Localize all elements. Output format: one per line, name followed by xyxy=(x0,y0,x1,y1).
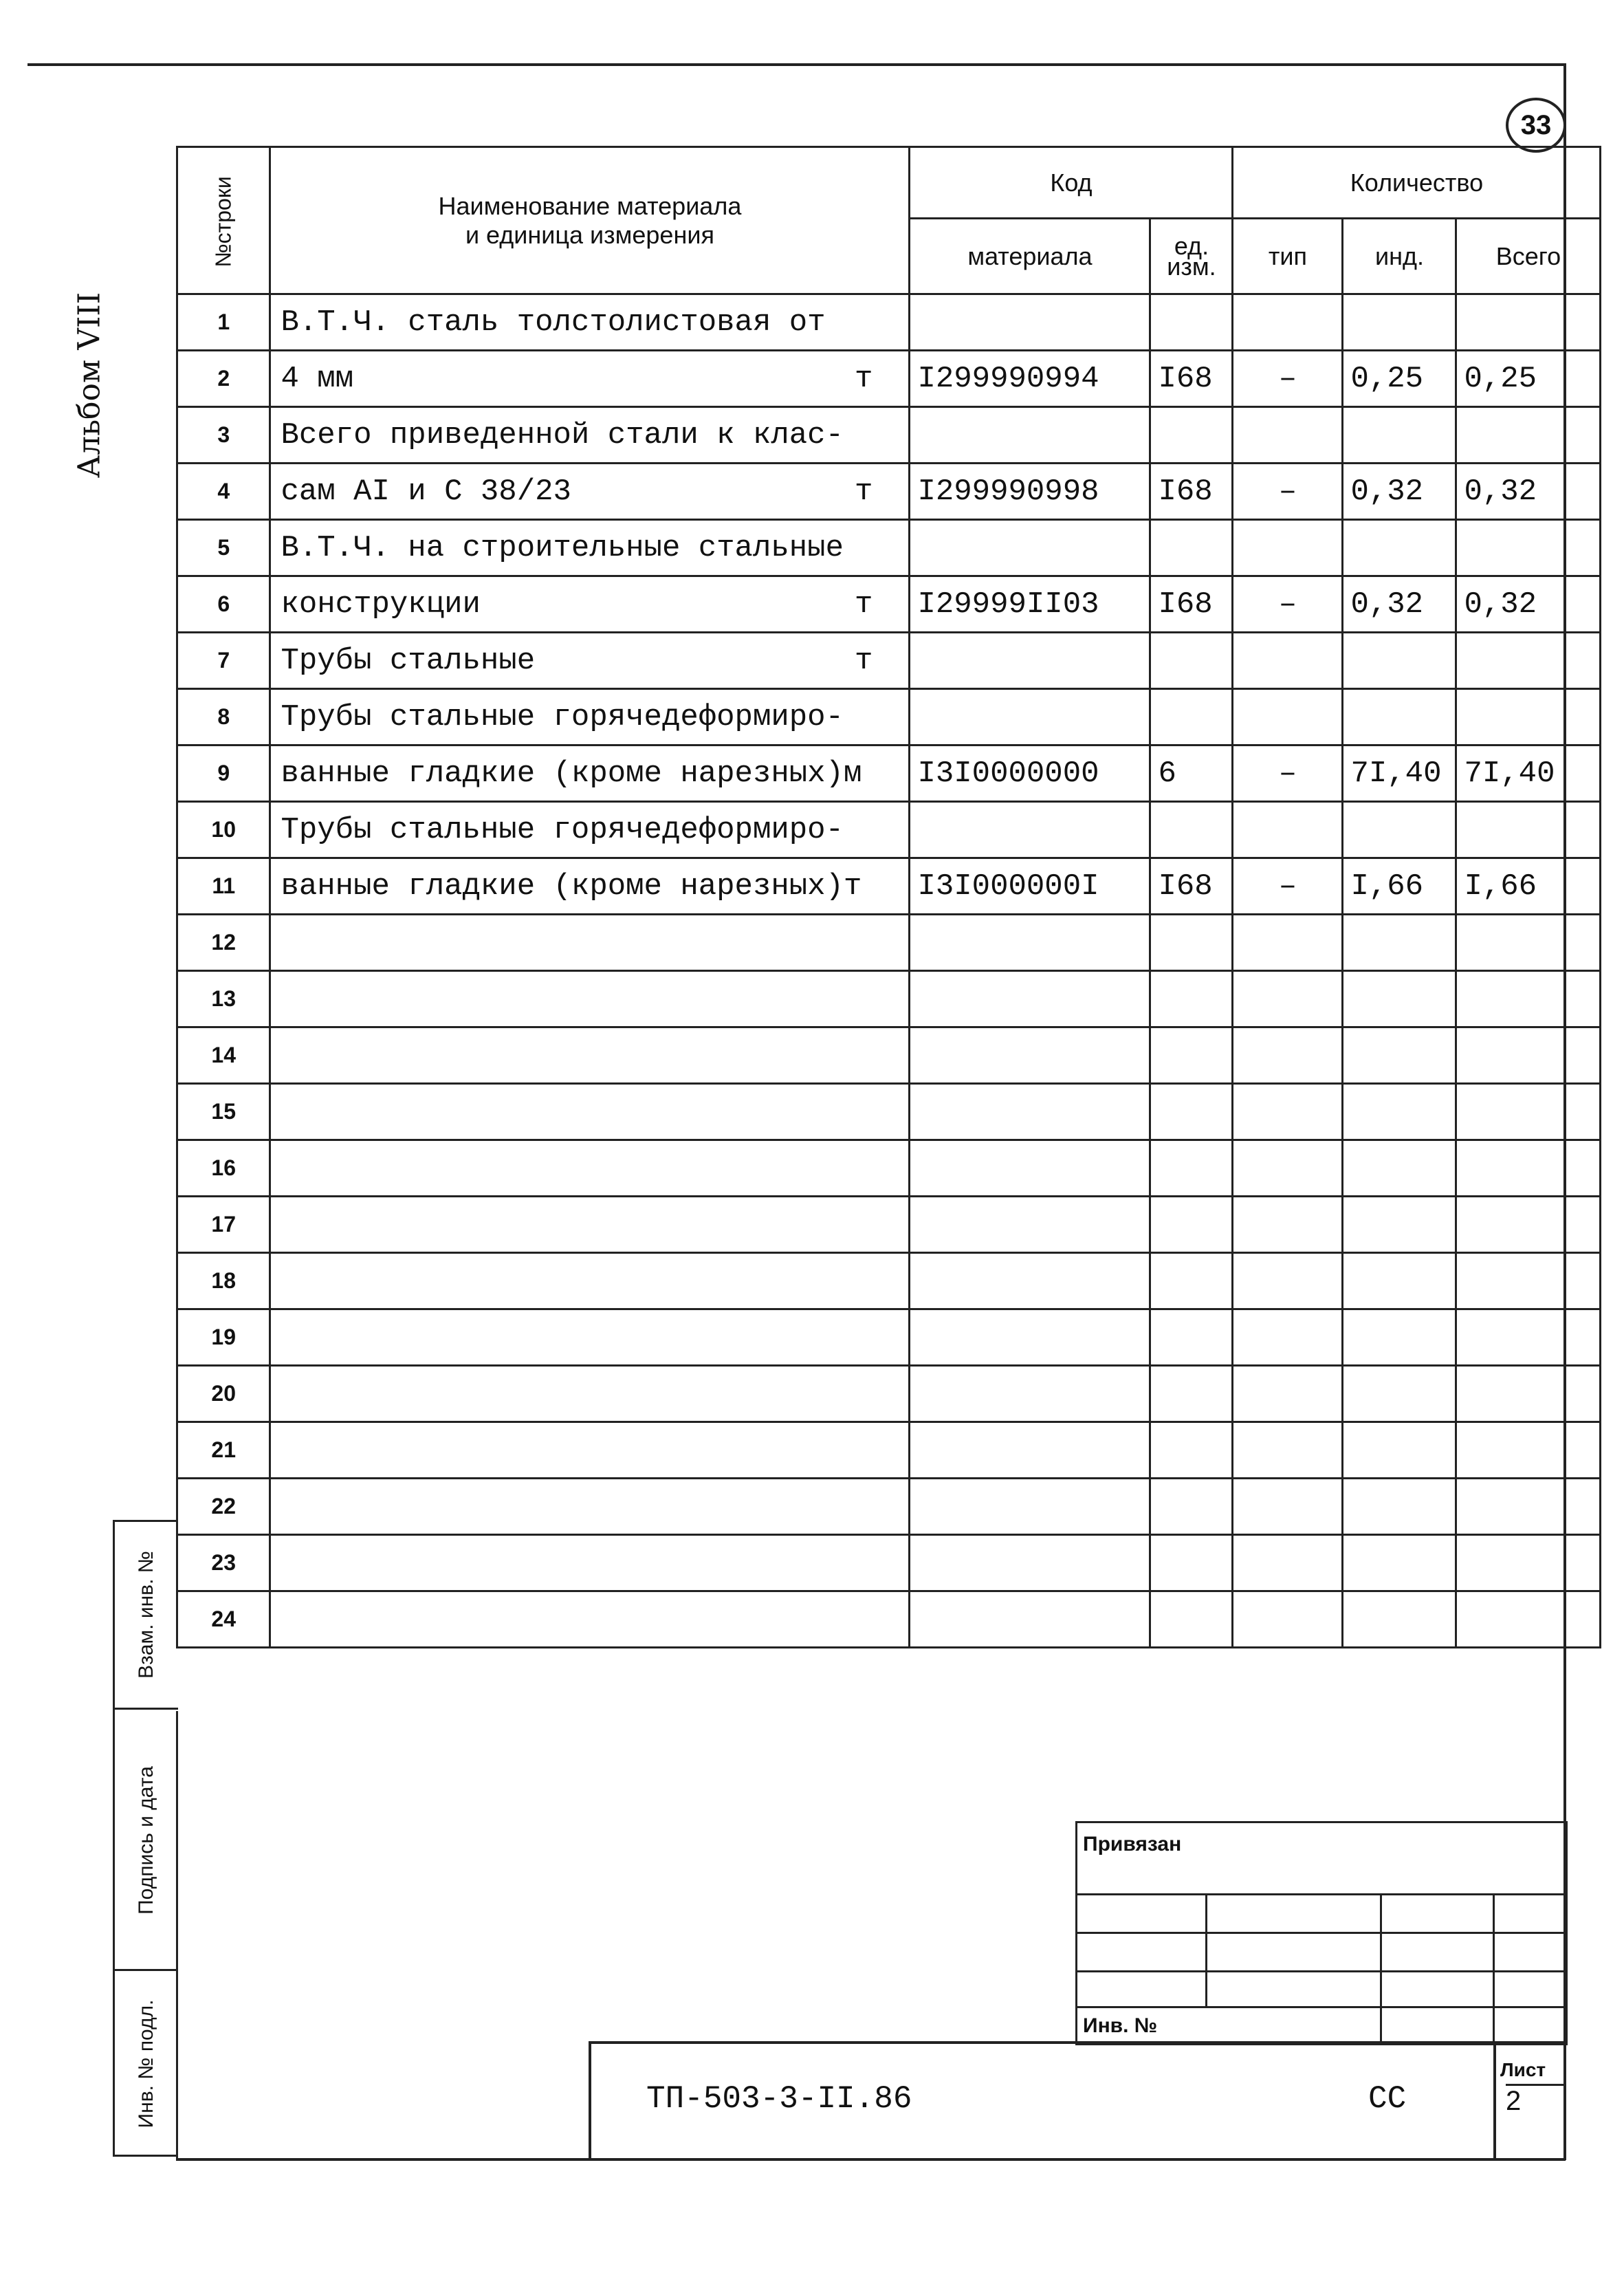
type-value: – xyxy=(1233,464,1343,520)
material-name: 4 мм т xyxy=(270,351,910,407)
material-code xyxy=(910,1422,1150,1479)
side-strip xyxy=(113,1520,178,2157)
type-value xyxy=(1233,520,1343,576)
material-code xyxy=(910,1084,1150,1140)
row-number: 16 xyxy=(177,1140,270,1197)
ind-value xyxy=(1343,1591,1456,1648)
ind-value xyxy=(1343,1027,1456,1084)
material-name xyxy=(270,1309,910,1366)
material-code xyxy=(910,802,1150,858)
type-value xyxy=(1233,802,1343,858)
material-code xyxy=(910,689,1150,745)
row-number: 22 xyxy=(177,1479,270,1535)
material-name xyxy=(270,1197,910,1253)
unit-of-measure: т xyxy=(855,474,873,509)
type-value xyxy=(1233,1535,1343,1591)
material-name: Всего приведенной стали к клас- xyxy=(270,407,910,464)
row-number: 13 xyxy=(177,971,270,1027)
total-value: 7I,40 xyxy=(1456,745,1601,802)
material-code: I299990994 xyxy=(910,351,1150,407)
material-name: сам AI и С 38/23 т xyxy=(270,464,910,520)
document-code: ТП-503-3-II.86 xyxy=(646,2081,912,2117)
row-number: 12 xyxy=(177,915,270,971)
album-label: Альбом VIII xyxy=(72,292,107,479)
binding-stamp xyxy=(1075,1821,1568,2045)
total-value xyxy=(1456,1309,1601,1366)
table-row xyxy=(177,1027,1601,1084)
material-name: ванные гладкие (кроме нарезных)т xyxy=(270,858,910,915)
unit-of-measure: т xyxy=(855,643,873,678)
total-value xyxy=(1456,1027,1601,1084)
type-value: – xyxy=(1233,576,1343,633)
table-row xyxy=(177,1197,1601,1253)
material-code xyxy=(910,915,1150,971)
row-number: 9 xyxy=(177,745,270,802)
header-row-no: №строки xyxy=(177,147,270,294)
total-value: 0,32 xyxy=(1456,576,1601,633)
type-value xyxy=(1233,1253,1343,1309)
material-code xyxy=(910,1591,1150,1648)
unit-code xyxy=(1150,1140,1233,1197)
table-row xyxy=(177,1140,1601,1197)
material-name xyxy=(270,1366,910,1422)
table-row xyxy=(177,294,1601,351)
side-cell-inv-original: Инв. № подл. xyxy=(115,1969,178,2157)
ind-value: 0,25 xyxy=(1343,351,1456,407)
row-number: 15 xyxy=(177,1084,270,1140)
header-ind: инд. xyxy=(1343,219,1456,294)
table-row xyxy=(177,1253,1601,1309)
ind-value xyxy=(1343,407,1456,464)
header-type: тип xyxy=(1233,219,1343,294)
material-name: ванные гладкие (кроме нарезных)м xyxy=(270,745,910,802)
type-value xyxy=(1233,915,1343,971)
ind-value xyxy=(1343,520,1456,576)
total-value xyxy=(1456,915,1601,971)
unit-code xyxy=(1150,294,1233,351)
row-number: 4 xyxy=(177,464,270,520)
unit-code xyxy=(1150,802,1233,858)
document-type: СС xyxy=(1368,2081,1407,2117)
ind-value: 0,32 xyxy=(1343,576,1456,633)
material-name xyxy=(270,1591,910,1648)
table-row xyxy=(177,802,1601,858)
inv-no-label: Инв. № xyxy=(1083,2014,1158,2037)
ind-value xyxy=(1343,915,1456,971)
ind-value xyxy=(1343,1366,1456,1422)
total-value xyxy=(1456,1084,1601,1140)
type-value xyxy=(1233,689,1343,745)
ind-value: I,66 xyxy=(1343,858,1456,915)
unit-code xyxy=(1150,915,1233,971)
material-name: Трубы стальные горячедеформиро- xyxy=(270,802,910,858)
ind-value xyxy=(1343,971,1456,1027)
row-number: 14 xyxy=(177,1027,270,1084)
type-value: – xyxy=(1233,858,1343,915)
type-value xyxy=(1233,1309,1343,1366)
total-value xyxy=(1456,1366,1601,1422)
type-value xyxy=(1233,1422,1343,1479)
ind-value xyxy=(1343,1422,1456,1479)
table-row xyxy=(177,576,1601,633)
side-cell-replaced-inv: Взам. инв. № xyxy=(135,1551,157,1679)
material-code: I3I000000I xyxy=(910,858,1150,915)
material-name xyxy=(270,1535,910,1591)
type-value xyxy=(1233,1479,1343,1535)
row-number: 2 xyxy=(177,351,270,407)
row-number: 21 xyxy=(177,1422,270,1479)
material-name xyxy=(270,1422,910,1479)
row-number: 10 xyxy=(177,802,270,858)
type-value xyxy=(1233,1027,1343,1084)
material-name xyxy=(270,915,910,971)
material-name xyxy=(270,1084,910,1140)
table-row xyxy=(177,915,1601,971)
table-row xyxy=(177,1422,1601,1479)
material-code xyxy=(910,1197,1150,1253)
table-row xyxy=(177,971,1601,1027)
unit-code xyxy=(1150,1027,1233,1084)
row-number: 1 xyxy=(177,294,270,351)
table-row xyxy=(177,858,1601,915)
total-value xyxy=(1456,1535,1601,1591)
type-value xyxy=(1233,633,1343,689)
header-quantity: Количество xyxy=(1233,147,1601,219)
total-value: 0,32 xyxy=(1456,464,1601,520)
total-value: 0,25 xyxy=(1456,351,1601,407)
table-row xyxy=(177,1591,1601,1648)
type-value xyxy=(1233,1197,1343,1253)
total-value xyxy=(1456,971,1601,1027)
materials-table xyxy=(176,146,1601,1648)
ind-value xyxy=(1343,1479,1456,1535)
material-name: Трубы стальные т xyxy=(270,633,910,689)
total-value xyxy=(1456,1422,1601,1479)
side-cell-signature-date: Подпись и дата xyxy=(115,1708,178,1971)
material-name: В.Т.Ч. на строительные стальные xyxy=(270,520,910,576)
table-row xyxy=(177,1084,1601,1140)
ind-value: 7I,40 xyxy=(1343,745,1456,802)
row-number: 8 xyxy=(177,689,270,745)
header-total: Всего xyxy=(1456,219,1601,294)
unit-code xyxy=(1150,1535,1233,1591)
unit-code xyxy=(1150,1309,1233,1366)
header-material-code: материала xyxy=(910,219,1150,294)
material-name xyxy=(270,1140,910,1197)
row-number: 5 xyxy=(177,520,270,576)
ind-value xyxy=(1343,689,1456,745)
unit-code xyxy=(1150,1366,1233,1422)
material-code: I3I0000000 xyxy=(910,745,1150,802)
material-code xyxy=(910,1366,1150,1422)
material-code xyxy=(910,1140,1150,1197)
ind-value: 0,32 xyxy=(1343,464,1456,520)
ind-value xyxy=(1343,633,1456,689)
total-value xyxy=(1456,294,1601,351)
unit-of-measure: т xyxy=(855,361,873,396)
unit-code xyxy=(1150,971,1233,1027)
ind-value xyxy=(1343,1140,1456,1197)
total-value xyxy=(1456,520,1601,576)
unit-code xyxy=(1150,1084,1233,1140)
ind-value xyxy=(1343,1084,1456,1140)
material-code xyxy=(910,1309,1150,1366)
material-name xyxy=(270,1027,910,1084)
type-value xyxy=(1233,971,1343,1027)
total-value xyxy=(1456,633,1601,689)
total-value xyxy=(1456,1479,1601,1535)
total-value xyxy=(1456,407,1601,464)
table-row xyxy=(177,407,1601,464)
unit-code: 6 xyxy=(1150,745,1233,802)
table-row xyxy=(177,1366,1601,1422)
material-code xyxy=(910,520,1150,576)
table-row xyxy=(177,351,1601,407)
sheet-box xyxy=(1493,2044,1569,2158)
material-name xyxy=(270,971,910,1027)
total-value xyxy=(1456,1591,1601,1648)
total-value xyxy=(1456,1140,1601,1197)
material-name: В.Т.Ч. сталь толстолистовая от xyxy=(270,294,910,351)
header-code: Код xyxy=(910,147,1233,219)
unit-code xyxy=(1150,520,1233,576)
unit-code: I68 xyxy=(1150,464,1233,520)
material-code xyxy=(910,1253,1150,1309)
ind-value xyxy=(1343,1535,1456,1591)
table-row xyxy=(177,1309,1601,1366)
material-code xyxy=(910,407,1150,464)
unit-code xyxy=(1150,1479,1233,1535)
table-row xyxy=(177,464,1601,520)
unit-code xyxy=(1150,1253,1233,1309)
material-code xyxy=(910,1535,1150,1591)
unit-code xyxy=(1150,633,1233,689)
unit-code: I68 xyxy=(1150,576,1233,633)
title-block xyxy=(589,2041,1566,2161)
material-name: конструкции т xyxy=(270,576,910,633)
total-value xyxy=(1456,689,1601,745)
row-number: 3 xyxy=(177,407,270,464)
material-name xyxy=(270,1253,910,1309)
total-value xyxy=(1456,802,1601,858)
row-number: 24 xyxy=(177,1591,270,1648)
material-code xyxy=(910,633,1150,689)
type-value xyxy=(1233,294,1343,351)
row-number: 6 xyxy=(177,576,270,633)
unit-code xyxy=(1150,1197,1233,1253)
type-value: – xyxy=(1233,745,1343,802)
page-number-circle: 33 xyxy=(1506,98,1566,153)
table-row xyxy=(177,1535,1601,1591)
type-value xyxy=(1233,1084,1343,1140)
table-row xyxy=(177,633,1601,689)
ind-value xyxy=(1343,1309,1456,1366)
sheet-number: 2 xyxy=(1506,2084,1565,2117)
row-number: 19 xyxy=(177,1309,270,1366)
row-number: 20 xyxy=(177,1366,270,1422)
material-code xyxy=(910,1479,1150,1535)
type-value xyxy=(1233,407,1343,464)
sheet-label: Лист xyxy=(1500,2059,1546,2080)
row-number: 23 xyxy=(177,1535,270,1591)
material-code: I299990998 xyxy=(910,464,1150,520)
material-code: I29999II03 xyxy=(910,576,1150,633)
table-row xyxy=(177,689,1601,745)
header-material-name: Наименование материала и единица измерения xyxy=(270,147,910,294)
ind-value xyxy=(1343,802,1456,858)
unit-code xyxy=(1150,1591,1233,1648)
row-number: 11 xyxy=(177,858,270,915)
table-row xyxy=(177,745,1601,802)
unit-of-measure: т xyxy=(855,587,873,622)
material-code xyxy=(910,1027,1150,1084)
material-name: Трубы стальные горячедеформиро- xyxy=(270,689,910,745)
unit-code: I68 xyxy=(1150,351,1233,407)
material-name xyxy=(270,1479,910,1535)
ind-value xyxy=(1343,1253,1456,1309)
ind-value xyxy=(1343,294,1456,351)
material-code xyxy=(910,294,1150,351)
row-number: 7 xyxy=(177,633,270,689)
type-value xyxy=(1233,1140,1343,1197)
unit-code: I68 xyxy=(1150,858,1233,915)
unit-code xyxy=(1150,689,1233,745)
type-value xyxy=(1233,1366,1343,1422)
unit-code xyxy=(1150,1422,1233,1479)
table-row xyxy=(177,520,1601,576)
header-unit-code: ед. изм. xyxy=(1150,219,1233,294)
material-code xyxy=(910,971,1150,1027)
ind-value xyxy=(1343,1197,1456,1253)
total-value xyxy=(1456,1197,1601,1253)
total-value xyxy=(1456,1253,1601,1309)
type-value xyxy=(1233,1591,1343,1648)
binding-label: Привязан xyxy=(1083,1833,1182,1855)
type-value: – xyxy=(1233,351,1343,407)
row-number: 18 xyxy=(177,1253,270,1309)
table-row xyxy=(177,1479,1601,1535)
unit-code xyxy=(1150,407,1233,464)
total-value: I,66 xyxy=(1456,858,1601,915)
row-number: 17 xyxy=(177,1197,270,1253)
